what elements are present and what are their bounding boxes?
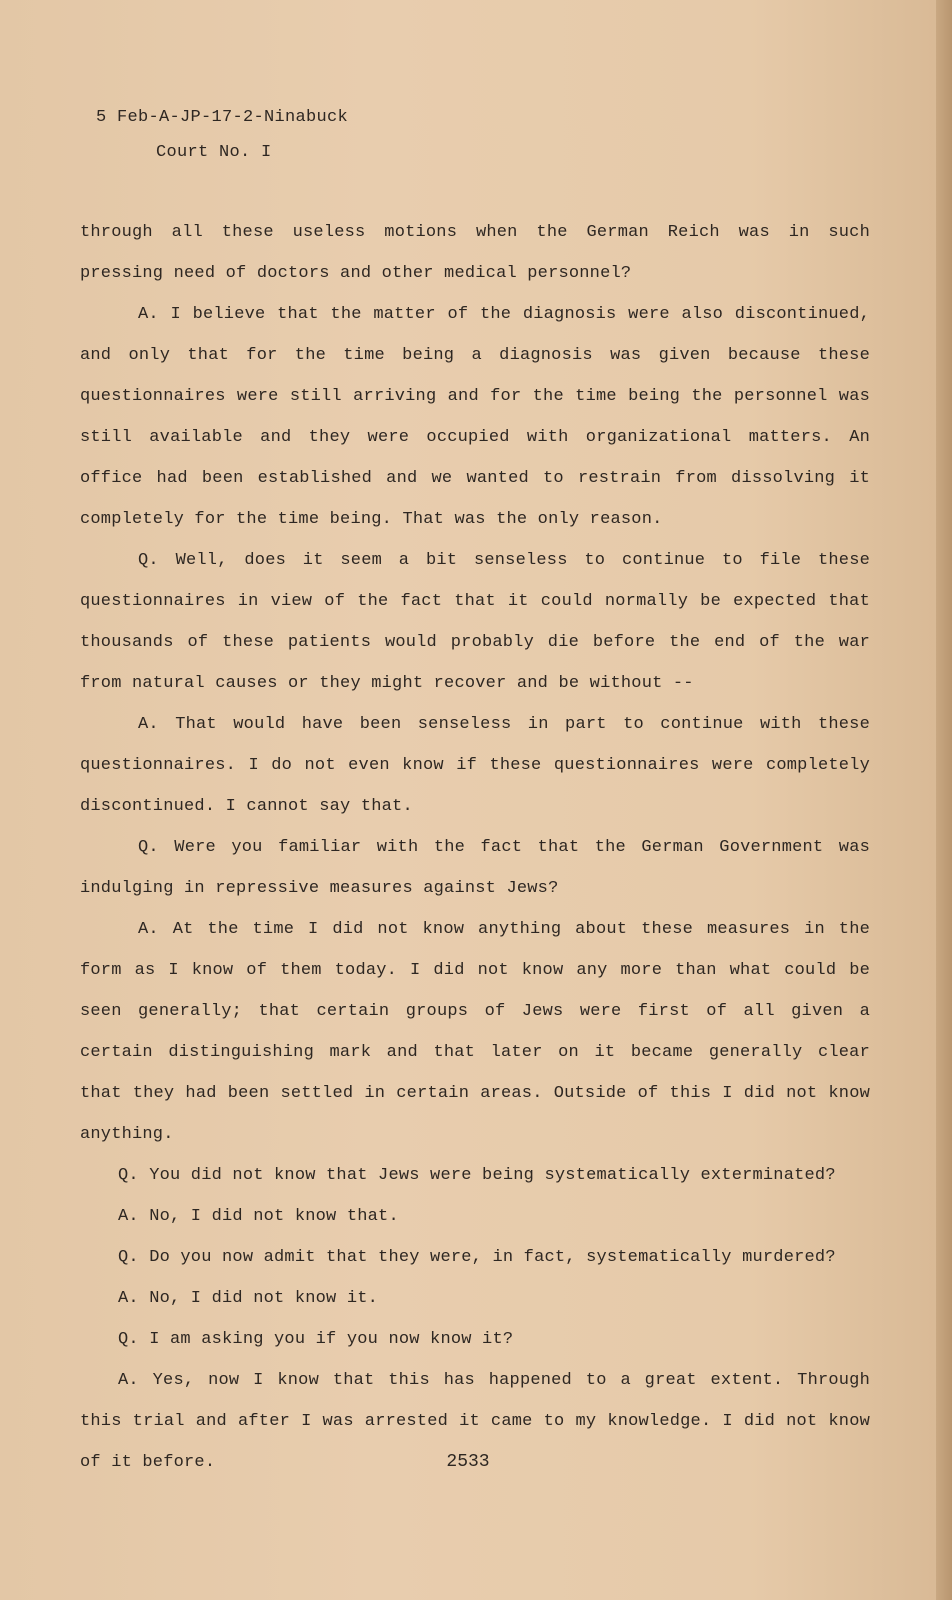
court-label: Court No. I (156, 143, 272, 162)
document-header (96, 108, 348, 162)
question-paragraph: Q. Do you now admit that they were, in fact, systematically murdered? (118, 1248, 836, 1267)
docket-reference: 5 Feb-A-JP-17-2-Ninabuck (96, 108, 349, 127)
transcript-body (80, 212, 870, 1483)
question-paragraph: Q. Were you familiar with the fact that the German Government was indulging in repressive measures against Jews? (80, 838, 870, 898)
answer-paragraph: A. No, I did not know that. (118, 1207, 399, 1226)
answer-paragraph: A. At the time I did not know anything about these measures in the form as I know of them today. I did not know any more than what could be seen generally; that certain groups of Jews were first of all given a certain distinguishing mark and that later on it became generally clear that they had been settled in certain areas. Outside of this I did not know anything. (80, 920, 870, 1144)
question-paragraph: Q. Well, does it seem a bit senseless to continue to file these questionnaires in view of the fact that it could normally be expected that thousands of these patients would probably die before the end of the war from natural causes or they might recover and be without -- (80, 551, 870, 693)
answer-paragraph: A. No, I did not know it. (118, 1289, 379, 1308)
question-paragraph: Q. You did not know that Jews were being systematically exterminated? (118, 1166, 836, 1185)
answer-paragraph: A. I believe that the matter of the diagnosis were also discontinued, and only that for the time being a diagnosis was given because these questionnaires were still arriving and for the time being the personnel was still available and they were occupied with organizational matters. An office had been established and we wanted to restrain from dissolving it completely for the time being. That was the only reason. (80, 305, 870, 529)
answer-paragraph: A. Yes, now I know that this has happened to a great extent. Through this trial and after I was arrested it came to my knowledge. I did not know of it before. (80, 1371, 870, 1472)
page-number: 2533 (446, 1452, 490, 1472)
question-paragraph: Q. I am asking you if you now know it? (118, 1330, 514, 1349)
answer-paragraph: A. That would have been senseless in part to continue with these questionnaires. I do not even know if these questionnaires were completely discontinued. I cannot say that. (80, 715, 870, 816)
page-edge-shadow (936, 0, 952, 1600)
paragraph-continuation: through all these useless motions when the German Reich was in such pressing need of doctors and other medical personnel? (80, 223, 870, 283)
